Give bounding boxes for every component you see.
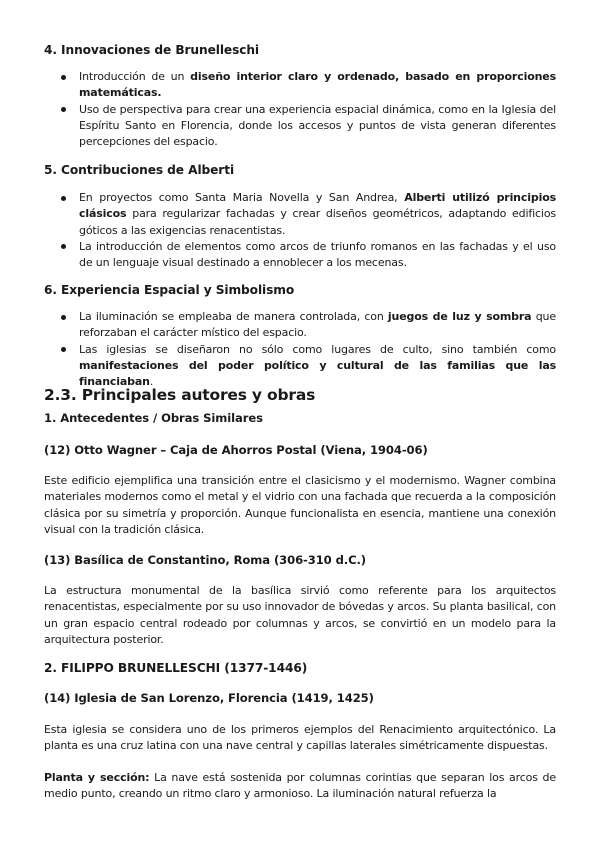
bullet-icon	[61, 196, 66, 201]
bullet-icon	[61, 315, 66, 320]
work-title-12: (12) Otto Wagner – Caja de Ahorros Postal (Viena, 1904-06)	[44, 443, 428, 457]
work-title-14: (14) Iglesia de San Lorenzo, Florencia (1419, 1425)	[44, 691, 374, 705]
work-description-12: Este edificio ejemplifica una transición entre el clasicismo y el modernismo. Wagner combina materiales modernos como el metal y el vidrio con una fachada que recuerda a la composición clásica por su simetría y proporción. Aunque funcionalista en esencia, mantiene una conexión visual con la tradición clásica.	[44, 474, 556, 536]
plan-section-paragraph: Planta y sección: La nave está sostenida por columnas corintias que separan los arcos de medio punto, creando un ritmo claro y armonioso. La iluminación natural refuerza la	[44, 771, 556, 801]
list-item: Las iglesias se diseñaron no sólo como lugares de culto, sino también como manifestaciones del poder político y cultural de las familias que las financiaban.	[60, 342, 556, 391]
bullet-icon	[61, 75, 66, 80]
section-title: 2.3. Principales autores y obras	[44, 386, 316, 404]
subsection-antecedentes: 1. Antecedentes / Obras Similares	[44, 411, 263, 425]
list-item: La iluminación se empleaba de manera controlada, con juegos de luz y sombra que reforzaban el carácter místico del espacio.	[60, 309, 556, 342]
work-title-13: (13) Basílica de Constantino, Roma (306-310 d.C.)	[44, 553, 367, 567]
list-item: Introducción de un diseño interior claro y ordenado, basado en proporciones matemáticas.	[60, 69, 556, 102]
heading-experiencia-espacial: 6. Experiencia Espacial y Simbolismo	[44, 283, 295, 297]
bullet-icon	[61, 107, 66, 112]
bullet-list-s6	[60, 309, 556, 390]
list-item: Uso de perspectiva para crear una experiencia espacial dinámica, como en la Iglesia del Espíritu Santo en Florencia, donde los accesos y puntos de vista generan diferentes percepciones del espacio.	[60, 102, 556, 151]
work-description-13: La estructura monumental de la basílica sirvió como referente para los arquitectos renacentistas, especialmente por su uso innovador de bóvedas y arcos. Su planta basilical, con un gran espacio central rodeado por columnas y arcos, se convirtió en un modelo para la arquitectura posterior.	[44, 584, 556, 646]
plan-label: Planta y sección:	[44, 771, 150, 784]
subsection-brunelleschi: 2. FILIPPO BRUNELLESCHI (1377-1446)	[44, 661, 308, 675]
bullet-list-s5	[60, 190, 556, 271]
heading-innovaciones-brunelleschi: 4. Innovaciones de Brunelleschi	[44, 43, 260, 57]
list-item: La introducción de elementos como arcos de triunfo romanos en las fachadas y el uso de un lenguaje visual destinado a ennoblecer a los mecenas.	[60, 239, 556, 272]
work-description-14: Esta iglesia se considera uno de los primeros ejemplos del Renacimiento arquitectónico. La planta es una cruz latina con una nave central y capillas laterales simétricamente dispuestas.	[44, 723, 556, 753]
bullet-icon	[61, 244, 66, 249]
list-item: En proyectos como Santa Maria Novella y San Andrea, Alberti utilizó principios clásicos para regularizar fachadas y crear diseños geométricos, adaptando edificios góticos a las exigencias renacentistas.	[60, 190, 556, 239]
bullet-list-s4	[60, 69, 556, 150]
bullet-icon	[61, 347, 66, 352]
heading-contribuciones-alberti: 5. Contribuciones de Alberti	[44, 163, 235, 177]
